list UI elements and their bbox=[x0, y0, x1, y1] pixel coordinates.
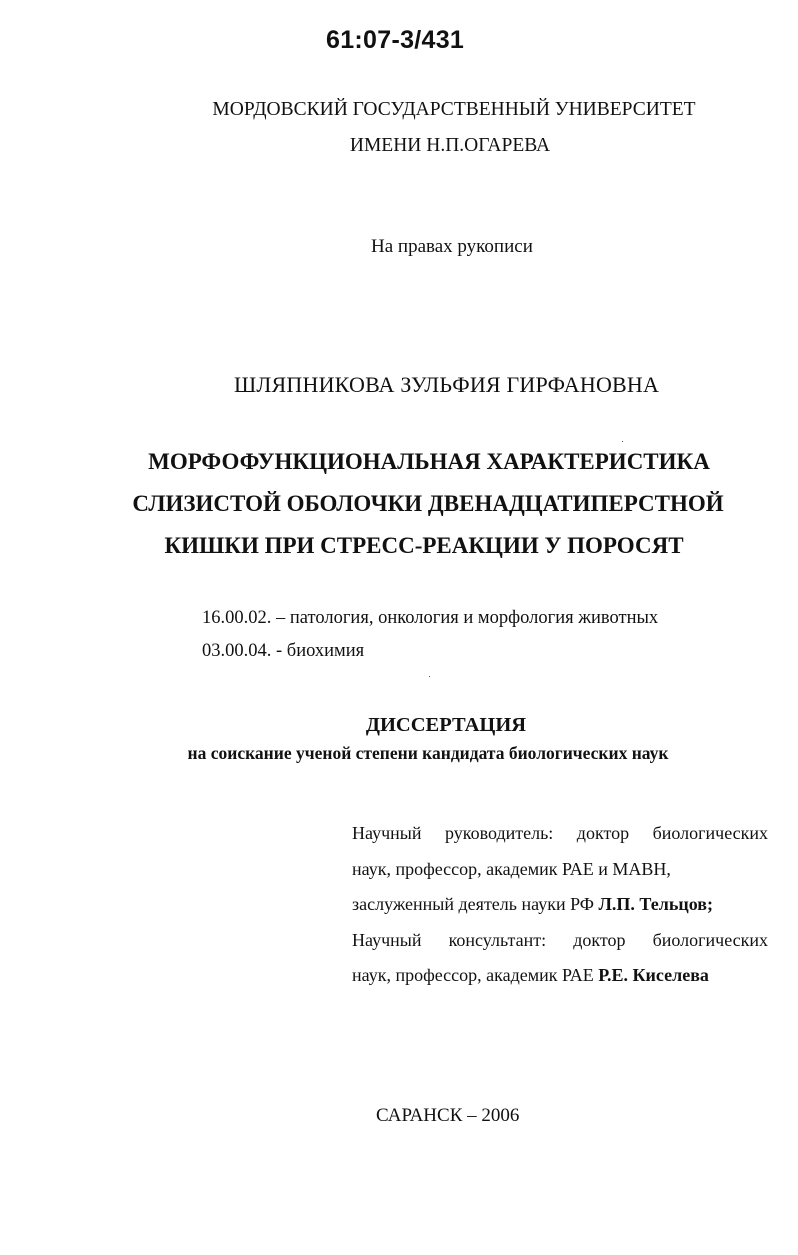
supervisor-line-3 bbox=[352, 887, 768, 923]
scan-speck bbox=[622, 441, 623, 442]
institution-line-2: ИМЕНИ Н.П.ОГАРЕВА bbox=[349, 135, 551, 156]
supervisor-line-1: Научный руководитель: доктор биологических bbox=[352, 823, 768, 843]
dissertation-title bbox=[0, 441, 798, 567]
supervisor-line-3-text: заслуженный деятель науки РФ bbox=[352, 894, 599, 914]
consultant-line-2 bbox=[352, 958, 768, 994]
document-type-subtitle: на соискание ученой степени кандидата биологических наук bbox=[187, 743, 669, 763]
institution-line-1: МОРДОВСКИЙ ГОСУДАРСТВЕННЫЙ УНИВЕРСИТЕТ bbox=[212, 99, 696, 120]
title-line-2: СЛИЗИСТОЙ ОБОЛОЧКИ ДВЕНАДЦАТИПЕРСТНОЙ bbox=[132, 491, 724, 516]
consultant-line-1: Научный консультант: доктор биологических bbox=[352, 929, 768, 950]
consultant-line-2-text: наук, профессор, академик РАЕ bbox=[352, 965, 599, 985]
consultant-name: Р.Е. Киселева bbox=[598, 965, 709, 985]
title-line-1: МОРФОФУНКЦИОНАЛЬНАЯ ХАРАКТЕРИСТИКА bbox=[148, 449, 710, 474]
supervisor-line-2: наук, профессор, академик РАЕ и МАВН, bbox=[352, 858, 671, 879]
document-type-heading: ДИССЕРТАЦИЯ bbox=[365, 714, 527, 736]
supervisors-block bbox=[352, 816, 768, 994]
specialty-item: 03.00.04. - биохимия bbox=[202, 641, 365, 661]
document-type bbox=[0, 712, 798, 768]
specialty-codes bbox=[202, 602, 658, 668]
scan-speck bbox=[429, 676, 430, 677]
author-name: ШЛЯПНИКОВА ЗУЛЬФИЯ ГИРФАНОВНА bbox=[234, 372, 660, 397]
city-year: САРАНСК – 2006 bbox=[376, 1105, 520, 1126]
institution-name bbox=[0, 92, 798, 164]
rights-note: На правах рукописи bbox=[371, 236, 533, 257]
specialty-item: 16.00.02. – патология, онкология и морфология животных bbox=[202, 608, 659, 628]
title-line-3: КИШКИ ПРИ СТРЕСС-РЕАКЦИИ У ПОРОСЯТ bbox=[164, 533, 684, 558]
supervisor-name: Л.П. Тельцов; bbox=[598, 894, 713, 914]
catalog-number: 61:07-3/431 bbox=[326, 26, 465, 54]
